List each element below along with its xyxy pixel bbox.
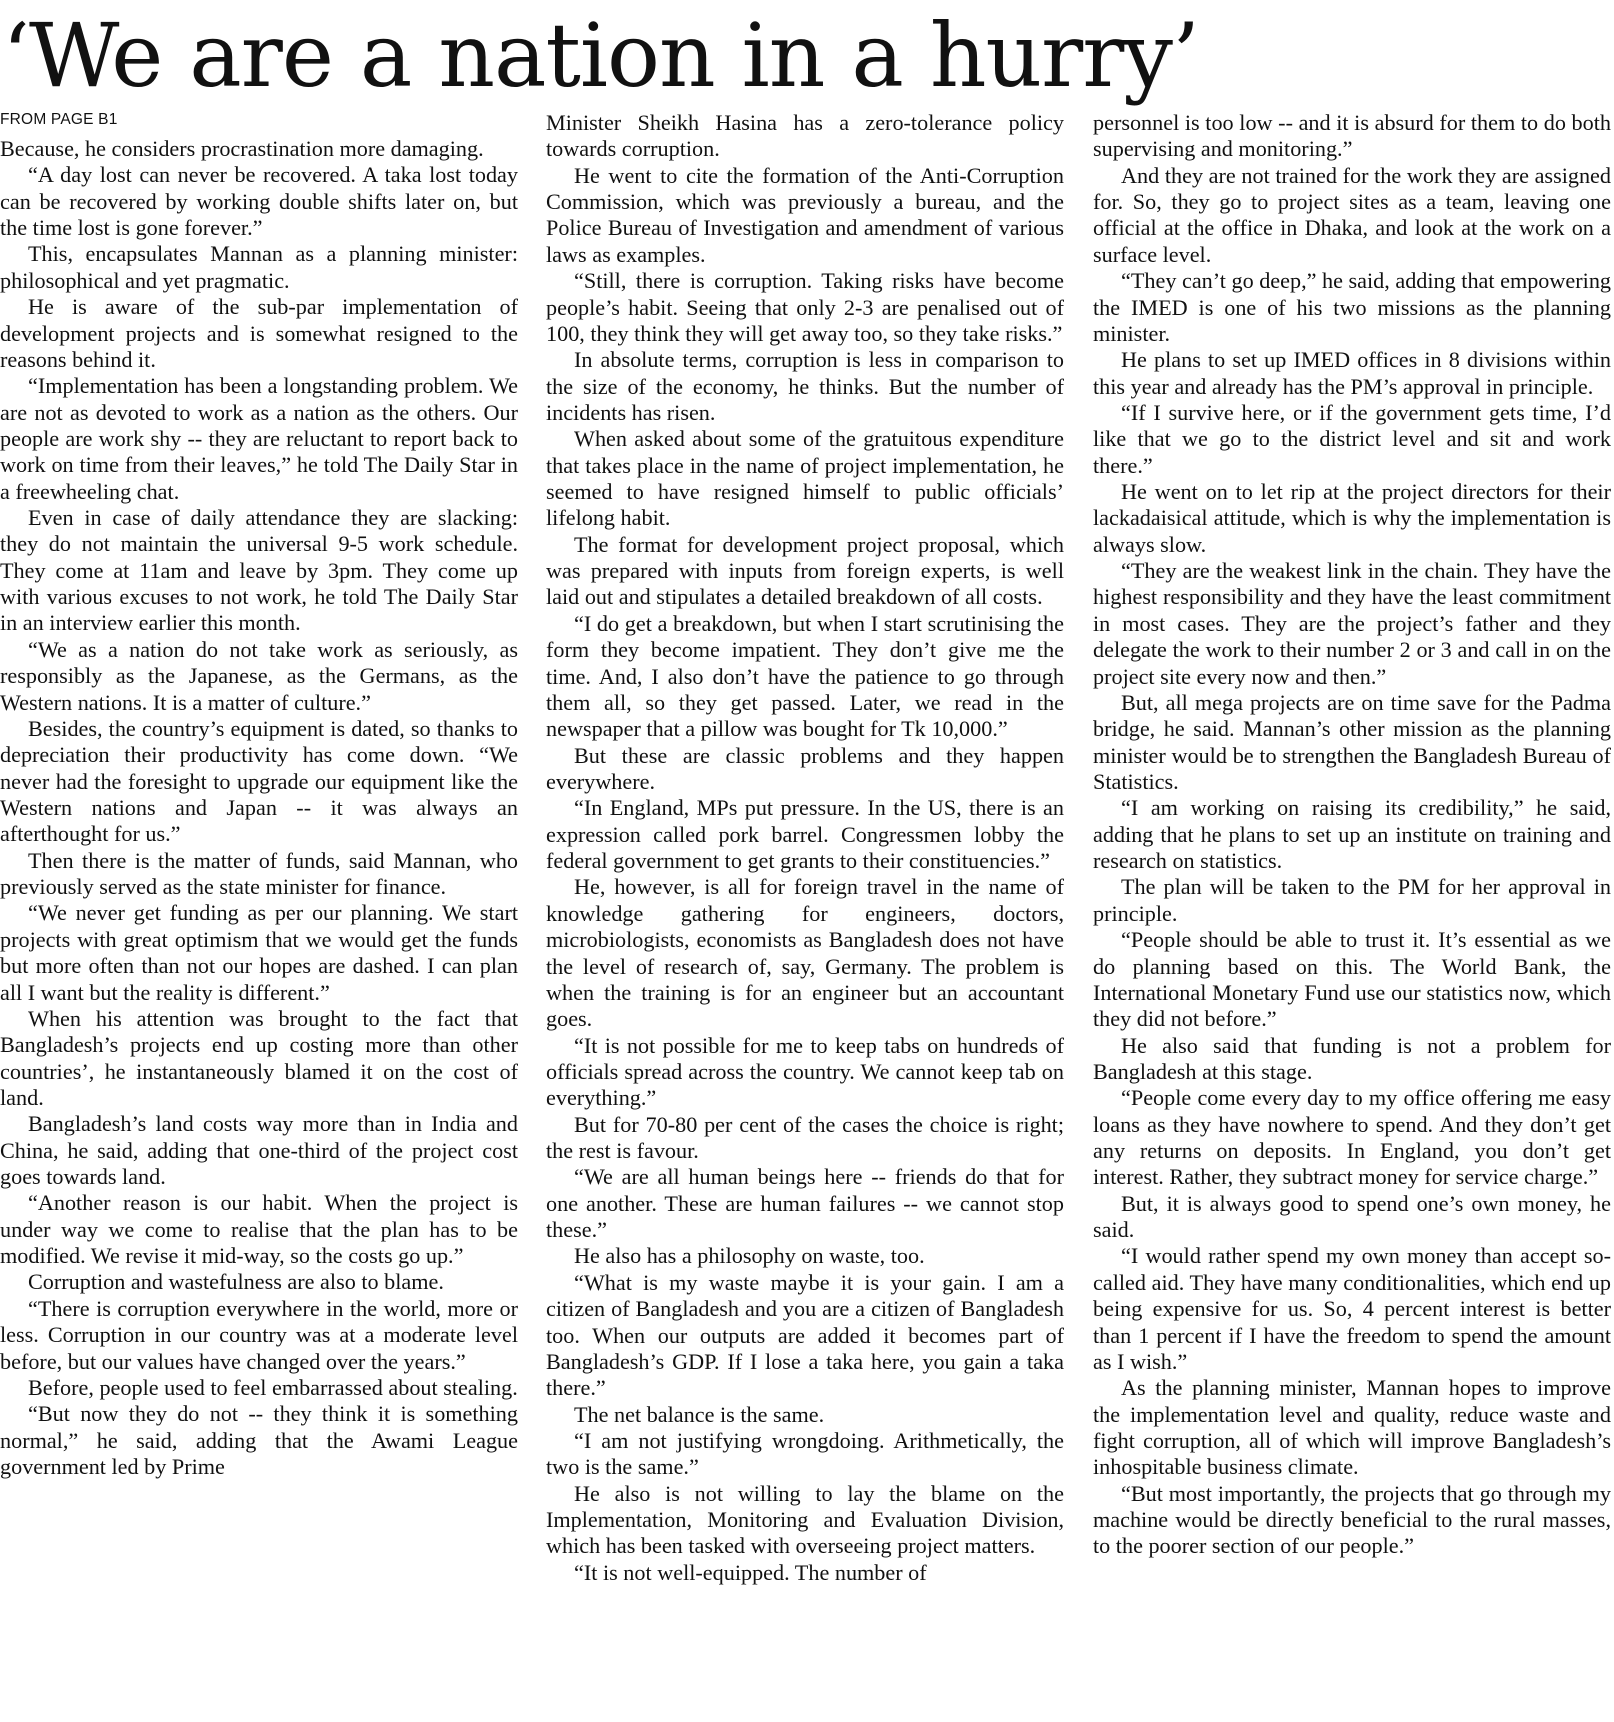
paragraph: The plan will be taken to the PM for her approval in principle.	[1093, 874, 1611, 926]
paragraph: Because, he considers procrastination more damaging.	[0, 136, 484, 161]
paragraph: But for 70-80 per cent of the cases the choice is right; the rest is favour.	[546, 1111, 1064, 1164]
paragraph: “It is not possible for me to keep tabs on hundreds of officials spread across the country. We cannot keep tab on everything.”	[546, 1032, 1064, 1111]
continuation-kicker: FROM PAGE B1	[0, 111, 118, 128]
paragraph: And they are not trained for the work they are assigned for. So, they go to project sites as a team, leaving one official at the office in Dhaka, and look at the work on a surface level.	[1093, 162, 1611, 267]
paragraph: “It is not well-equipped. The number of	[574, 1559, 927, 1585]
paragraph: “Still, there is corruption. Taking risks have become people’s habit. Seeing that only 2-3 are penalised out of 100, they think they will get away too, so they take risks.”	[546, 268, 1064, 346]
paragraph: “Implementation has been a longstanding problem. We are not as devoted to work as a nation as the others. Our people are work shy -- they are reluctant to report back to work on time from their leaves,” he told The Daily Star in a freewheeling chat.	[0, 373, 518, 504]
paragraph: Minister Sheikh Hasina has a zero-tolerance policy towards corruption.	[546, 110, 1064, 162]
paragraph: “I am working on raising its credibility,” he said, adding that he plans to set up an institute on training and research on statistics.	[1093, 795, 1611, 874]
paragraph: “I do get a breakdown, but when I start scrutinising the form they become impatient. They don’t give me the time. And, I also don’t have the patience to go through them all, so they get passed. Later, we read in the newspaper that a pillow was bought for Tk 10,000.”	[546, 610, 1064, 742]
paragraph: “We never get funding as per our planning. We start projects with great optimism that we would get the funds but more often than not our hopes are dashed. I can plan all I want but the reality is different.”	[0, 900, 518, 1005]
paragraph: “They are the weakest link in the chain. They have the highest responsibility and they have the least commitment in most cases. They are the project’s father and they delegate the work to their number 2 or 3 and call in on the project site every now and then.”	[1093, 558, 1611, 689]
paragraph: The net balance is the same.	[574, 1401, 825, 1427]
paragraph: When his attention was brought to the fact that Bangladesh’s projects end up costing more than other countries’, he instantaneously blamed it on the cost of land.	[0, 1005, 518, 1110]
paragraph: He is aware of the sub-par implementation of development projects and is somewhat resigned to the reasons behind it.	[0, 294, 518, 372]
paragraph: “But most importantly, the projects that go through my machine would be directly beneficial to the rural masses, to the poorer section of our people.”	[1093, 1480, 1611, 1559]
paragraph: “But now they do not -- they think it is something normal,” he said, adding that the Awami League government led by Prime	[0, 1401, 518, 1479]
paragraph: This, encapsulates Mannan as a planning minister: philosophical and yet pragmatic.	[0, 241, 518, 293]
paragraph: He went on to let rip at the project directors for their lackadaisical attitude, which is why the implementation is always slow.	[1093, 479, 1611, 557]
paragraph: “They can’t go deep,” he said, adding that empowering the IMED is one of his two missions as the planning minister.	[1093, 268, 1611, 346]
paragraph: personnel is too low -- and it is absurd for them to do both supervising and monitoring.”	[1093, 110, 1611, 162]
paragraph: “Another reason is our habit. When the project is under way we come to realise that the plan has to be modified. We revise it mid-way, so the costs go up.”	[0, 1190, 518, 1269]
paragraph: “We are all human beings here -- friends do that for one another. These are human failures -- we cannot stop these.”	[546, 1164, 1064, 1243]
paragraph: He also has a philosophy on waste, too.	[574, 1243, 925, 1269]
paragraph: When asked about some of the gratuitous expenditure that takes place in the name of project implementation, he seemed to have resigned himself to public officials’ lifelong habit.	[546, 426, 1064, 531]
paragraph: “People come every day to my office offering me easy loans as they have nowhere to spend. And they don’t get any returns on deposits. In England, you don’t get interest. Rather, they subtract money for service charge.”	[1093, 1085, 1611, 1190]
paragraph: He plans to set up IMED offices in 8 divisions within this year and already has the PM’s approval in principle.	[1093, 347, 1611, 399]
paragraph: He also said that funding is not a problem for Bangladesh at this stage.	[1093, 1032, 1611, 1084]
paragraph: “I am not justifying wrongdoing. Arithmetically, the two is the same.”	[546, 1427, 1064, 1480]
column-2	[546, 110, 1064, 1720]
paragraph: “People should be able to trust it. It’s essential as we do planning based on this. The World Bank, the International Monetary Fund use our statistics now, which they did not before.”	[1093, 927, 1611, 1032]
paragraph: Bangladesh’s land costs way more than in India and China, he said, adding that one-third of the project cost goes towards land.	[0, 1111, 518, 1190]
paragraph: Besides, the country’s equipment is dated, so thanks to depreciation their productivity has come down. “We never had the foresight to upgrade our equipment like the Western nations and Japan -- it was always an afterthought for us.”	[0, 715, 518, 847]
column-1	[0, 110, 518, 1720]
paragraph: He, however, is all for foreign travel in the name of knowledge gathering for engineers, doctors, microbiologists, economists as Bangladesh does not have the level of research of, say, Germany. The problem is when the training is for an engineer but an accountant goes.	[546, 874, 1064, 1032]
paragraph: He went to cite the formation of the Anti-Corruption Commission, which was previously a bureau, and the Police Bureau of Investigation and amendment of various laws as examples.	[546, 162, 1064, 267]
paragraph: But these are classic problems and they happen everywhere.	[546, 742, 1064, 794]
paragraph: “If I survive here, or if the government gets time, I’d like that we go to the district level and sit and work there.”	[1093, 399, 1611, 478]
paragraph: But, it is always good to spend one’s own money, he said.	[1093, 1190, 1611, 1243]
paragraph: Then there is the matter of funds, said Mannan, who previously served as the state minister for finance.	[0, 847, 518, 900]
paragraph: “I would rather spend my own money than accept so-called aid. They have many conditionalities, which end up being expensive for us. So, 4 percent interest is better than 1 percent if I have the freedom to spend the amount as I wish.”	[1093, 1243, 1611, 1374]
paragraph: As the planning minister, Mannan hopes to improve the implementation level and quality, reduce waste and fight corruption, all of which will improve Bangladesh’s inhospitable business climate.	[1093, 1375, 1611, 1480]
paragraph: Even in case of daily attendance they are slacking: they do not maintain the universal 9-5 work schedule. They come at 11am and leave by 3pm. They come up with various excuses to not work, he told The Daily Star in an interview earlier this month.	[0, 505, 518, 636]
paragraph: Before, people used to feel embarrassed about stealing.	[28, 1374, 518, 1400]
paragraph: The format for development project proposal, which was prepared with inputs from foreign experts, is well laid out and stipulates a detailed breakdown of all costs.	[546, 531, 1064, 610]
paragraph: “In England, MPs put pressure. In the US, there is an expression called pork barrel. Congressmen lobby the federal government to get grants to their constituencies.”	[546, 795, 1064, 874]
paragraph: “What is my waste maybe it is your gain. I am a citizen of Bangladesh and you are a citizen of Bangladesh too. When our outputs are added it becomes part of Bangladesh’s GDP. If I lose a taka here, you gain a taka there.”	[546, 1269, 1064, 1401]
paragraph: He also is not willing to lay the blame on the Implementation, Monitoring and Evaluation Division, which has been tasked with overseeing project matters.	[546, 1480, 1064, 1559]
column-3	[1093, 110, 1611, 1720]
paragraph: In absolute terms, corruption is less in comparison to the size of the economy, he thinks. But the number of incidents has risen.	[546, 347, 1064, 425]
paragraph: “We as a nation do not take work as seriously, as responsibly as the Japanese, as the Germans, as the Western nations. It is a matter of culture.”	[0, 636, 518, 715]
paragraph: Corruption and wastefulness are also to blame.	[28, 1269, 444, 1295]
paragraph: But, all mega projects are on time save for the Padma bridge, he said. Mannan’s other mission as the planning minister would be to strengthen the Bangladesh Bureau of Statistics.	[1093, 689, 1611, 794]
paragraph: “A day lost can never be recovered. A taka lost today can be recovered by working double shifts later on, but the time lost is gone forever.”	[0, 162, 518, 241]
paragraph: “There is corruption everywhere in the world, more or less. Corruption in our country was at a moderate level before, but our values have changed over the years.”	[0, 1295, 518, 1374]
article-body	[0, 110, 1614, 1720]
headline: ‘We are a nation in a hurry’	[2, 4, 1199, 107]
